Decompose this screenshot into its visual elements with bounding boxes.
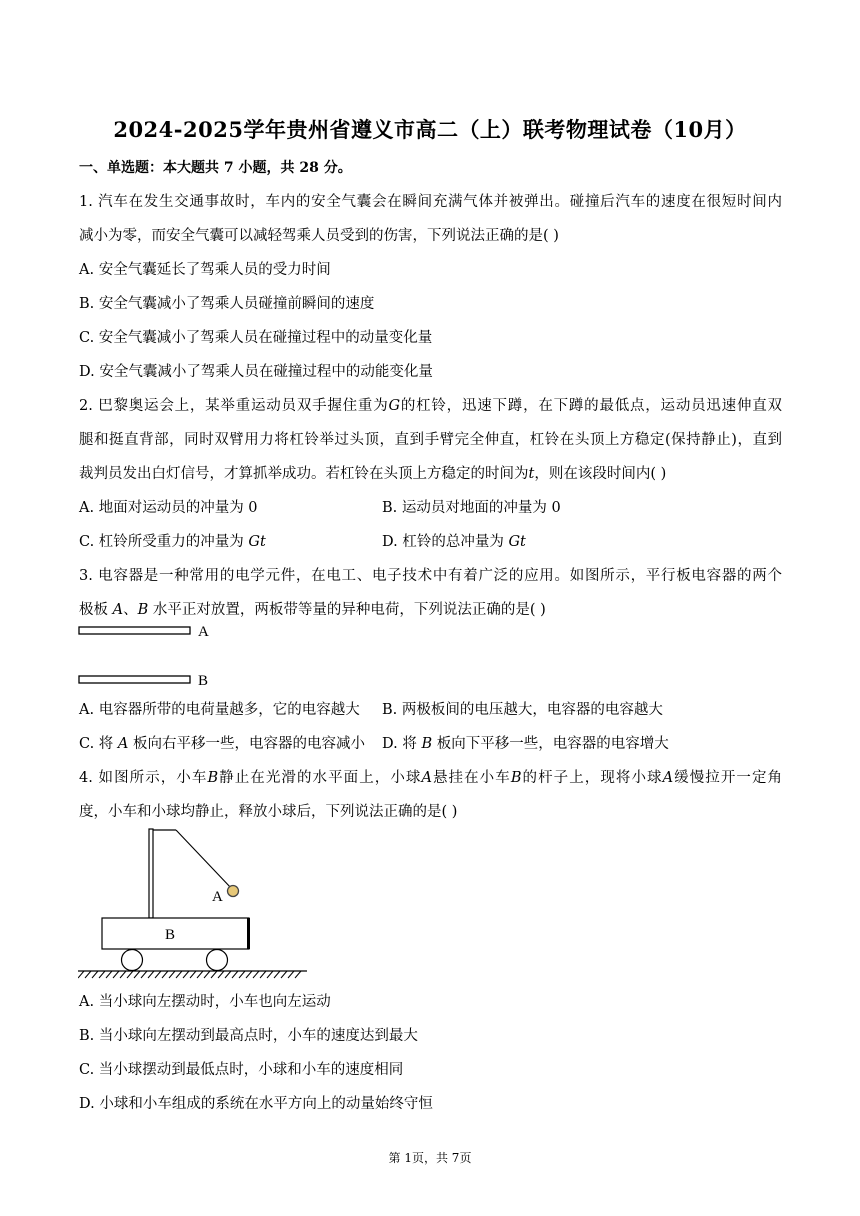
ground-hatch-line bbox=[260, 971, 266, 978]
q1-stem-line2: 减小为零，而安全气囊可以减轻驾乘人员受到的伤害，下列说法正确的是( ) bbox=[79, 228, 559, 244]
ground-hatch-line bbox=[274, 971, 280, 978]
ground-hatch-line bbox=[169, 971, 175, 978]
pendulum-string bbox=[176, 830, 232, 889]
q2-text: 裁判员发出白灯信号，才算抓举成功。若杠铃在头顶上方稳定的时间为 bbox=[79, 466, 529, 482]
q2-option-c-var: Gt bbox=[248, 534, 266, 550]
q2-option-c-text: C. 杠铃所受重力的冲量为 bbox=[79, 534, 244, 550]
ground-hatch-line bbox=[120, 971, 126, 978]
ground-hatch-line bbox=[225, 971, 231, 978]
q1-stem-line1: 1. 汽车在发生交通事故时，车内的安全气囊会在瞬间充满气体并被弹出。碰撞后汽车的速度在很短时间内 bbox=[79, 194, 782, 210]
ground-hatch-line bbox=[85, 971, 91, 978]
cart-wheel-right bbox=[207, 950, 228, 971]
cart-wheel-left bbox=[122, 950, 143, 971]
capacitor-label-b: B bbox=[198, 673, 209, 689]
q2-var-t: t bbox=[528, 466, 535, 482]
ground-hatch-line bbox=[190, 971, 196, 978]
ground-hatch-line bbox=[99, 971, 105, 978]
ground-hatch-line bbox=[176, 971, 182, 978]
ground-hatch-line bbox=[218, 971, 224, 978]
ground-hatch-line bbox=[155, 971, 161, 978]
q4-stem-line1 bbox=[79, 766, 782, 787]
q4-text: 的杆子上，现将小球 bbox=[521, 770, 663, 786]
exam-title: 2024-2025学年贵州省遵义市高二（上）联考物理试卷（10月） bbox=[113, 117, 747, 142]
q3-text: 水平正对放置，两板带等量的异种电荷，下列说法正确的是( ) bbox=[152, 602, 546, 618]
cart-wall bbox=[247, 918, 250, 949]
q3-option-d-var: B bbox=[421, 736, 433, 752]
page-footer: 第 1页，共 7页 bbox=[388, 1151, 472, 1165]
q3-stem-line2 bbox=[79, 598, 546, 619]
q4-text: 缓慢拉开一定角 bbox=[673, 770, 783, 786]
q2-option-c bbox=[79, 530, 266, 551]
q4-var-a: A bbox=[662, 770, 674, 786]
q3-var-b: B bbox=[137, 602, 149, 618]
q4-option-c: C. 当小球摆动到最低点时，小球和小车的速度相同 bbox=[79, 1062, 404, 1078]
ground-hatch-line bbox=[92, 971, 98, 978]
q2-stem-line1 bbox=[79, 394, 782, 415]
ground-hatch-line bbox=[113, 971, 119, 978]
q4-text: 静止在光滑的水平面上，小球 bbox=[218, 770, 422, 786]
q4-var-a: A bbox=[421, 770, 432, 786]
q4-text: 4. 如图所示，小车 bbox=[79, 770, 208, 786]
pendulum-cart-figure bbox=[78, 826, 310, 982]
pendulum-ball bbox=[228, 886, 239, 897]
q3-option-a: A. 电容器所带的电荷量越多，它的电容越大 bbox=[79, 702, 360, 718]
ground-hatch-line bbox=[127, 971, 133, 978]
cart-body bbox=[102, 918, 249, 949]
q4-var-b: B bbox=[207, 770, 219, 786]
ground-hatch-line bbox=[148, 971, 154, 978]
q1-option-b: B. 安全气囊减小了驾乘人员碰撞前瞬间的速度 bbox=[79, 296, 375, 312]
q3-option-c-var: A bbox=[117, 736, 129, 752]
cart-label-b: B bbox=[165, 927, 176, 943]
ground-hatch-line bbox=[232, 971, 238, 978]
q1-option-d: D. 安全气囊减小了驾乘人员在碰撞过程中的动能变化量 bbox=[79, 364, 433, 380]
ground-hatch-line bbox=[134, 971, 140, 978]
ground-hatch-line bbox=[106, 971, 112, 978]
q2-stem-line2: 腿和挺直背部，同时双臂用力将杠铃举过头顶，直到手臂完全伸直，杠铃在头顶上方稳定(保持静止)，直到 bbox=[79, 432, 782, 448]
section-heading: 一、单选题：本大题共 7 小题，共 28 分。 bbox=[79, 160, 352, 176]
capacitor-label-a: A bbox=[198, 624, 209, 640]
q4-text: 悬挂在小车 bbox=[431, 770, 511, 786]
ground-hatch-line bbox=[267, 971, 273, 978]
q4-option-d: D. 小球和小车组成的系统在水平方向上的动量始终守恒 bbox=[79, 1096, 433, 1112]
q2-text: ，则在该段时间内( ) bbox=[534, 466, 667, 482]
q2-var-g: G bbox=[388, 398, 401, 414]
pendulum-pole bbox=[149, 829, 153, 918]
ground-hatch-line bbox=[183, 971, 189, 978]
q4-option-a: A. 当小球向左摆动时，小车也向左运动 bbox=[79, 994, 331, 1010]
q3-option-c-text: 板向右平移一些，电容器的电容减小 bbox=[133, 736, 365, 752]
ground-hatch-line bbox=[295, 971, 301, 978]
q2-stem-line3 bbox=[79, 462, 666, 483]
ground-hatch-line bbox=[197, 971, 203, 978]
q3-stem-line1: 3. 电容器是一种常用的电学元件，在电工、电子技术中有着广泛的应用。如图所示，平行板电容器的两个 bbox=[79, 568, 782, 584]
ground-hatch-line bbox=[162, 971, 168, 978]
q3-option-b: B. 两极板间的电压越大，电容器的电容越大 bbox=[382, 702, 663, 718]
q2-option-d-text: D. 杠铃的总冲量为 bbox=[382, 534, 504, 550]
q4-stem-line2: 度，小车和小球均静止，释放小球后，下列说法正确的是( ) bbox=[79, 804, 458, 820]
ground-hatch-line bbox=[281, 971, 287, 978]
ground-hatch-line bbox=[141, 971, 147, 978]
q2-option-d-var: Gt bbox=[508, 534, 526, 550]
q3-option-d bbox=[382, 732, 669, 753]
ground-hatch-line bbox=[246, 971, 252, 978]
q1-option-c: C. 安全气囊减小了驾乘人员在碰撞过程中的动量变化量 bbox=[79, 330, 433, 346]
q3-option-d-text: D. 将 bbox=[382, 736, 417, 752]
q3-option-d-text: 板向下平移一些，电容器的电容增大 bbox=[436, 736, 669, 752]
q3-text: 、 bbox=[123, 602, 138, 618]
q4-option-b: B. 当小球向左摆动到最高点时，小车的速度达到最大 bbox=[79, 1028, 418, 1044]
ground-hatch-line bbox=[211, 971, 217, 978]
capacitor-plate-a bbox=[79, 627, 190, 634]
q4-var-b: B bbox=[510, 770, 522, 786]
q2-text: 的杠铃，迅速下蹲，在下蹲的最低点，运动员迅速伸直双 bbox=[400, 398, 782, 414]
capacitor-plate-b bbox=[79, 676, 190, 683]
q2-text: 2. 巴黎奥运会上，某举重运动员双手握住重为 bbox=[79, 398, 389, 414]
ground-hatch-line bbox=[288, 971, 294, 978]
q2-option-a: A. 地面对运动员的冲量为 0 bbox=[79, 500, 258, 516]
q2-option-b: B. 运动员对地面的冲量为 0 bbox=[382, 500, 561, 516]
q3-text: 极板 bbox=[79, 602, 108, 618]
ground-hatch-line bbox=[239, 971, 245, 978]
ball-label-a: A bbox=[212, 889, 223, 905]
capacitor-figure bbox=[78, 620, 238, 690]
q3-var-a: A bbox=[112, 602, 124, 618]
ground-hatch-line bbox=[253, 971, 259, 978]
ground-hatch-line bbox=[78, 971, 84, 978]
q3-option-c-text: C. 将 bbox=[79, 736, 114, 752]
ground-hatching bbox=[78, 971, 301, 978]
q2-option-d bbox=[382, 530, 526, 551]
ground-hatch-line bbox=[204, 971, 210, 978]
q1-option-a: A. 安全气囊延长了驾乘人员的受力时间 bbox=[79, 262, 331, 278]
q3-option-c bbox=[79, 732, 365, 753]
